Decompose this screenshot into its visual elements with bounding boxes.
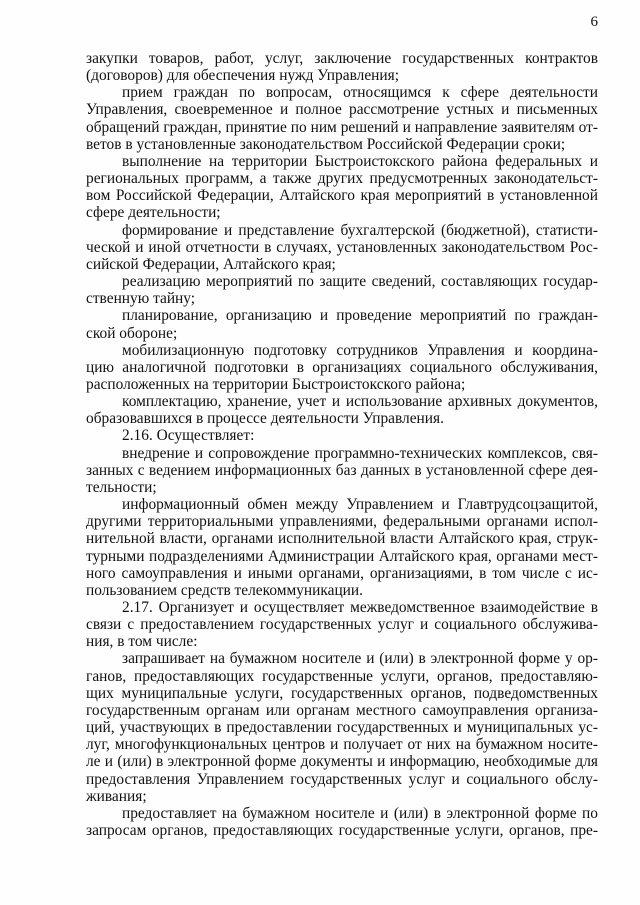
text-line: 2.17. Организует и осуществляет межведомственное взаимодействие в [122, 599, 598, 616]
text-line: нительной власти, органами исполнительной власти Алтайского края, струк- [86, 530, 598, 548]
text-line: формирование и представление бухгалтерской (бюджетной), статисти- [122, 221, 598, 239]
text-line: запросам органов, предоставляющих государственные услуги, органов, пре- [86, 822, 598, 840]
text-line: выполнение на территории Быстроистокского района федеральных и [122, 152, 598, 170]
text-line: Управления, своевременное и полное рассмотрение устных и письменных [86, 101, 598, 119]
text-line: цию аналогичной подготовки в организациях социального обслуживания, [86, 358, 598, 376]
text-line: региональных программ, а также других предусмотренных законодательст- [86, 170, 598, 188]
text-line: связи с предоставлением государственных услуг и социального обслужива- [86, 616, 598, 634]
text-line: закупки товаров, работ, услуг, заключение государственных контрактов [86, 50, 598, 67]
text-line: щих муниципальные услуги, государственных органов, подведомственных [86, 684, 598, 702]
text-line: реализацию мероприятий по защите сведений, составляющих государ- [122, 273, 598, 291]
text-line: ле и (или) в электронной форме документы и информацию, необходимые для [86, 753, 598, 771]
text-line: планирование, организацию и проведение мероприятий по граждан- [122, 307, 598, 325]
text-line: ций, участвующих в предоставлении государственных и муниципальных ус- [86, 719, 598, 737]
text-line: живания; [86, 787, 147, 805]
text-line: внедрение и сопровождение программно-технических комплексов, свя- [122, 444, 598, 462]
text-line: тельности; [86, 478, 157, 496]
text-line: турными подразделениями Администрации Алтайского края, органами мест- [86, 547, 598, 565]
document-body [86, 50, 598, 839]
text-line: ческой и иной отчетности в случаях, установленных законодательством Рос- [86, 238, 598, 256]
text-line: вом Российской Федерации, Алтайского края мероприятий в установленной [86, 187, 598, 205]
text-line: ганов, предоставляющих государственные услуги, органов, предоставляю- [86, 667, 598, 685]
text-line: государственным органам или органам местного самоуправления организа- [86, 701, 598, 719]
text-line: обращений граждан, принятие по ним решений и направление заявителям от- [86, 118, 598, 136]
text-line: предоставляет на бумажном носителе и (или) в электронной форме по [122, 804, 598, 822]
text-line: ственную тайну; [86, 290, 196, 308]
text-line: ния, в том числе: [86, 633, 198, 651]
text-line: занных с ведением информационных баз данных в установленной сфере дея- [86, 461, 598, 479]
text-line: луг, многофункциональных центров и получает от них на бумажном носите- [86, 736, 598, 754]
text-line: предоставления Управлением государственных услуг и социального обслу- [86, 770, 598, 788]
text-line: информационный обмен между Управлением и Главтрудсоцзащитой, [122, 496, 598, 514]
text-line: комплектацию, хранение, учет и использование архивных документов, [122, 393, 598, 411]
text-line: ветов в установленные законодательством Российской Федерации сроки; [86, 135, 566, 153]
text-line: мобилизационную подготовку сотрудников Управления и координа- [122, 341, 598, 359]
text-line: (договоров) для обеспечения нужд Управления; [86, 67, 399, 85]
text-line: ного самоуправления и иными органами, организациями, в том числе с ис- [86, 564, 598, 582]
page-number: 6 [590, 14, 598, 30]
text-line: прием граждан по вопросам, относящимся к сфере деятельности [122, 84, 598, 102]
text-line: пользованием средств телекоммуникации. [86, 581, 364, 599]
text-line: 2.16. Осуществляет: [122, 427, 255, 445]
text-line: расположенных на территории Быстроистокского района; [86, 375, 466, 393]
text-line: сфере деятельности; [86, 204, 221, 222]
text-line: образовавшихся в процессе деятельности Управления. [86, 410, 444, 428]
text-line: другими территориальными управлениями, федеральными органами испол- [86, 513, 598, 531]
text-line: запрашивает на бумажном носителе и (или) в электронной форме у ор- [122, 650, 598, 668]
text-line: сийской Федерации, Алтайского края; [86, 255, 336, 273]
text-line: ской обороне; [86, 324, 178, 342]
